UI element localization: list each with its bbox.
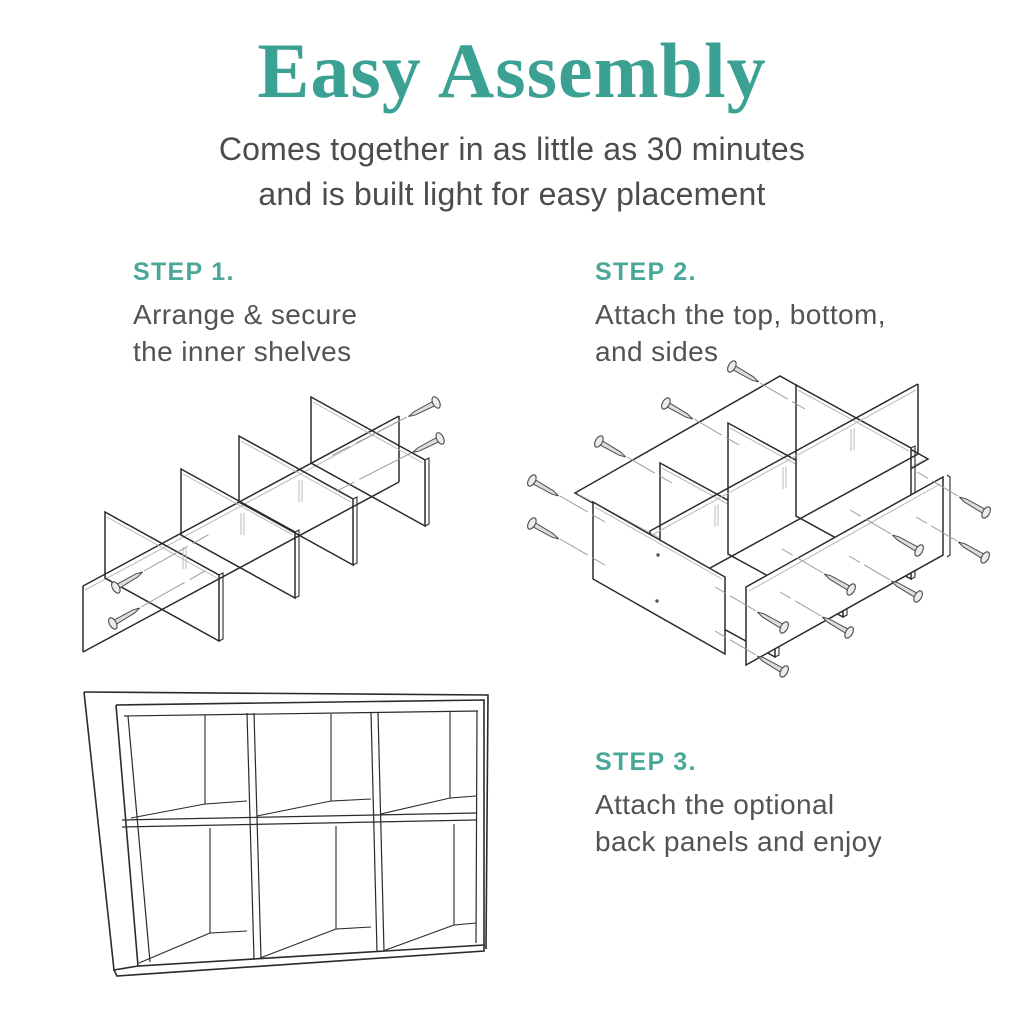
screw-icon [955, 537, 991, 565]
screw-icon [726, 359, 762, 387]
step-3-text-block [595, 748, 882, 860]
screw-icon [406, 395, 442, 422]
screw-icon [956, 492, 992, 520]
step-1-diagram [55, 380, 475, 670]
step-3-line-1: Attach the optional [595, 789, 835, 820]
screw-icon [526, 516, 562, 544]
step-3-label: STEP 3. [595, 748, 697, 776]
step-1-description [133, 296, 357, 370]
step-2-line-2: and sides [595, 336, 719, 367]
step-1-line-1: Arrange & secure [133, 299, 358, 330]
slot-seams [183, 480, 302, 569]
screw-icon [107, 603, 143, 631]
page-title: Easy Assembly [257, 27, 767, 114]
step-2-diagram [510, 355, 1010, 700]
divider-panels [105, 397, 429, 641]
screw-icon [593, 434, 629, 462]
step-2-text-block [595, 258, 886, 370]
step-3-line-2: back panels and enjoy [595, 826, 883, 857]
page-subtitle [0, 127, 1024, 217]
step-1-label: STEP 1. [133, 258, 235, 286]
screw-icon [526, 473, 562, 501]
screw-icon [660, 396, 696, 424]
step-1-text-block [133, 258, 357, 370]
cabinet [84, 692, 488, 976]
step-1-line-2: the inner shelves [133, 336, 352, 367]
step-3-diagram [40, 668, 530, 1003]
step-3-description [595, 786, 882, 860]
subtitle-line-1: Comes together in as little as 30 minutes [218, 131, 806, 167]
subtitle-line-2: and is built light for easy placement [258, 176, 766, 212]
step-2-label: STEP 2. [595, 258, 697, 286]
step-2-line-1: Attach the top, bottom, [595, 299, 886, 330]
